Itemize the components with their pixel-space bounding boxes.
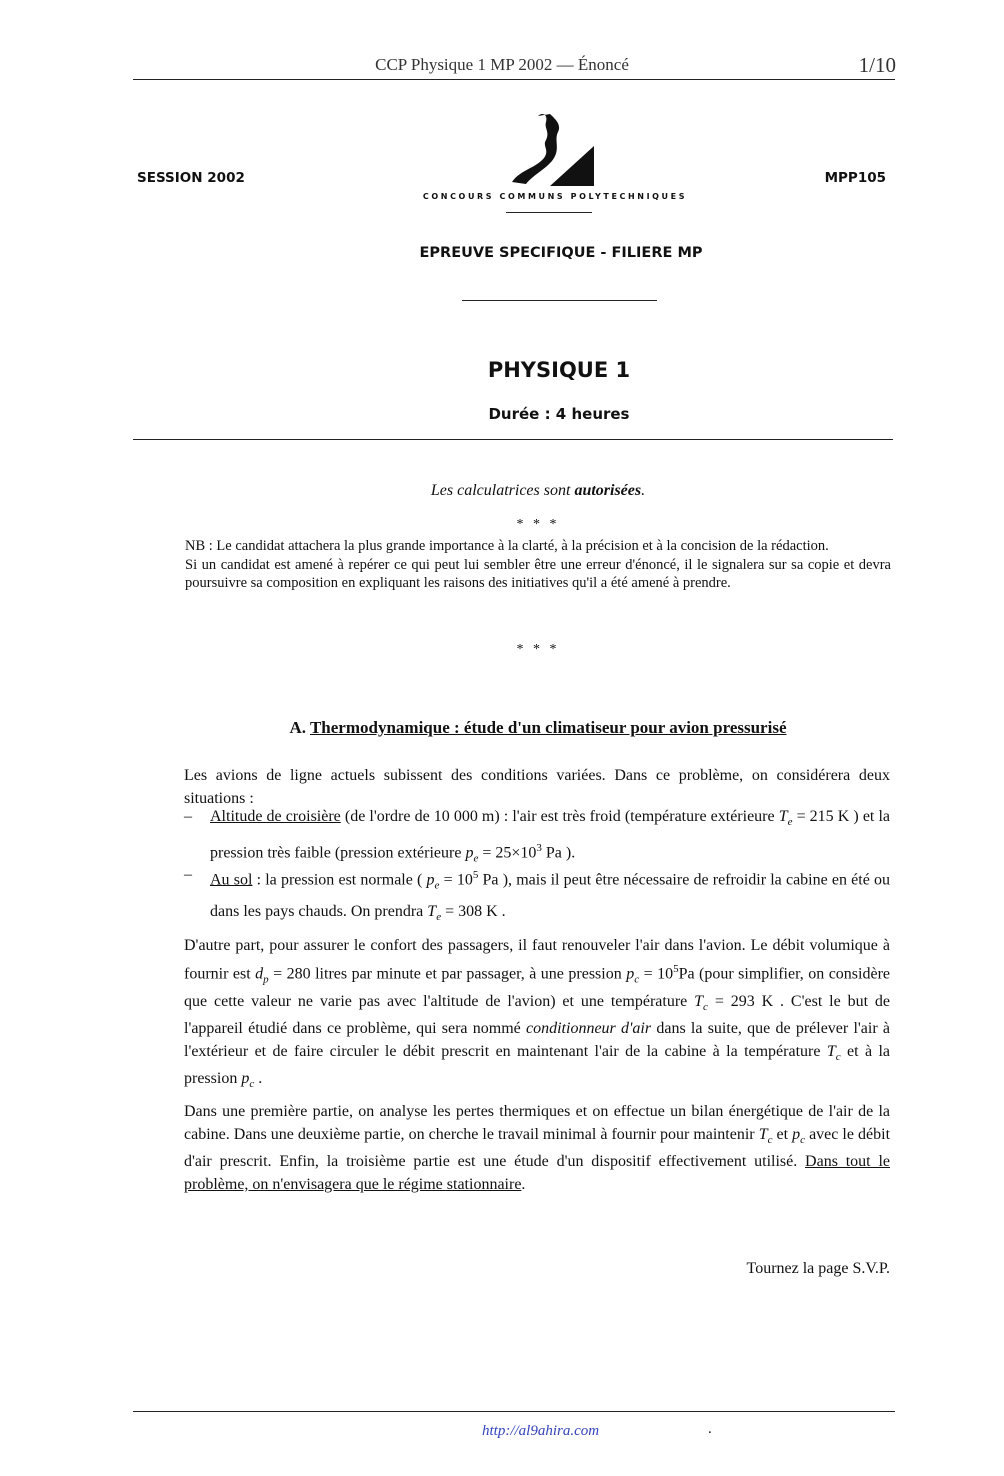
logo-underline: [506, 212, 592, 213]
epreuve-title: EPREUVE SPECIFIQUE - FILIERE MP: [419, 245, 703, 261]
calculator-note: Les calculatrices sont autorisées.: [430, 482, 646, 499]
section-a-title: A. Thermodynamique : étude d'un climatiseur pour avion pressurisé: [289, 718, 787, 737]
header-title: CCP Physique 1 MP 2002 — Énoncé: [375, 55, 629, 74]
ccp-logo-icon: [490, 110, 610, 198]
footer-rule: [133, 1411, 895, 1412]
footer-dot: .: [708, 1421, 712, 1437]
nb-instructions: [185, 537, 891, 593]
nb-paragraph: NB : Le candidat attachera la plus grande importance à la clarté, à la précision et à la concision de la rédaction.: [185, 538, 829, 554]
short-divider: [462, 300, 657, 301]
bullet-ground: – Au sol : la pression est normale ( $p_e = 10^5$ Pa ), mais il peut être nécessaire de refroidir la cabine en été ou dans les pays chauds. On prendra $T_e = 308$ K .: [184, 866, 891, 923]
intro-paragraph: Les avions de ligne actuels subissent des conditions variées. Dans ce problème, on considérera deux situations :: [184, 767, 890, 807]
bullet-label: Altitude de croisière: [210, 808, 341, 825]
bullet-label: Au sol: [210, 871, 253, 889]
header-rule: [133, 79, 895, 80]
exam-code: MPP105: [824, 170, 886, 186]
duration: Durée : 4 heures: [488, 405, 630, 423]
footer-link[interactable]: http://al9ahira.com: [482, 1423, 600, 1439]
page-number: 1/10: [858, 53, 896, 77]
logo-text: CONCOURS COMMUNS POLYTECHNIQUES: [422, 192, 688, 201]
long-divider: [133, 439, 893, 440]
flow-paragraph: D'autre part, pour assurer le confort des passagers, il faut renouveler l'air dans l'avion. Le débit volumique à fournir est $d_p = 280$ litres par minute et par passager, à une pression $p_c = 10^5Pa$ (pour simplifier, on considère que cette valeur ne varie pas avec l'altitude de l'avion) et une température $T_c = 293$ K . C'est le but de l'appareil étudié dans ce problème, qui sera nommé conditionneur d'air dans la suite, que de prélever l'air à l'extérieur et de faire circuler le débit prescrit en maintenant l'air de la cabine à la température $T_c$ et à la pression $p_c$ .: [184, 937, 891, 1091]
nb-paragraph: Si un candidat est amené à repérer ce qui peut lui sembler être une erreur d'énoncé, il le signalera sur sa copie et devra poursuivre sa composition en expliquant les raisons des initiatives qu'il a été amené à prendre.: [185, 556, 891, 591]
stars-separator: * * *: [516, 517, 560, 532]
plan-paragraph: Dans une première partie, on analyse les pertes thermiques et on effectue un bilan énergétique de l'air de la cabine. Dans une deuxième partie, on cherche le travail minimal à fournir pour maintenir $T_c$ et $p_c$ avec le débit d'air prescrit. Enfin, la troisième partie est une étude d'un dispositif effectivement utilisé. Dans tout le problème, on n'envisagera que le régime stationnaire.: [184, 1103, 891, 1193]
session-label: SESSION 2002: [137, 170, 245, 186]
bullet-cruise-altitude: – Altitude de croisière (de l'ordre de 10 000 m) : l'air est très froid (température extérieure $T_e = 215$ K ) et la pression très faible (pression extérieure $p_e = 25\times 10^3$ Pa ).: [184, 808, 890, 865]
subject-title: PHYSIQUE 1: [487, 358, 631, 382]
stars-separator: * * *: [516, 642, 560, 657]
turn-page-note: Tournez la page S.V.P.: [746, 1260, 890, 1277]
